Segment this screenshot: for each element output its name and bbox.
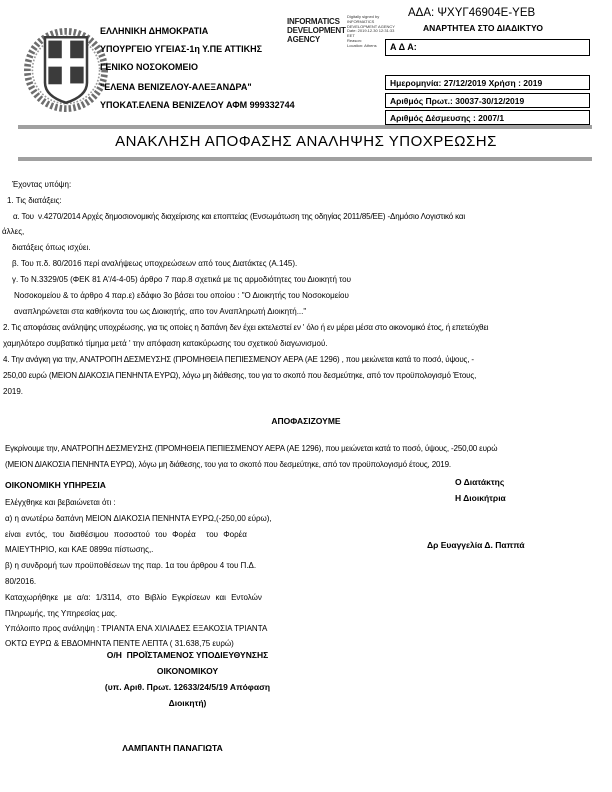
financial-service-heading: ΟΙΚΟΝΟΜΙΚΗ ΥΠΗΡΕΣΙΑ [5,480,106,490]
decision-heading: ΑΠΟΦΑΣΙΖΟΥΜΕ [271,416,341,426]
body-line: 250,00 ευρώ (ΜΕΙΟΝ ΔΙΑΚΟΣΙΑ ΠΕΝΗΝΤΑ ΕΥΡΩ), λόγω μη διάθεσης, του για το σκοπό που δεσμεύτηκε, από τον προϋπολογισμό Έτους, [3,371,477,380]
decision-line: (ΜΕΙΟΝ ΔΙΑΚΟΣΙΑ ΠΕΝΗΝΤΑ ΕΥΡΩ), λόγω μη διάθεσης, του για το σκοπό που δεσμεύτηκε, από τον προϋπολογισμό έτους, 2019. [5,460,451,469]
body-line: αναπληρώνεται στα καθήκοντα του ως Διοικητής, απο τον Αναπληρωτή Διοικητή..." [14,307,307,316]
head-of-subdivision-line: (υπ. Αριθ. Πρωτ. 12633/24/5/19 Απόφαση [104,682,271,692]
body-line: α. Του ν.4270/2014 Αρχές δημοσιονομικής διαχείρισης και εποπτείας (Ενσωμάτωση της οδηγίας 2011/85/ΕΕ) -Δημόσιο Λογιστικό και [13,212,465,221]
signatory-name: ΛΑΜΠΑΝΤΗ ΠΑΝΑΓΙΩΤΑ [122,743,223,753]
document-title: ΑΝΑΚΛΗΣΗ ΑΠΟΦΑΣΗΣ ΑΝΑΛΗΨΗΣ ΥΠΟΧΡΕΩΣΗΣ [115,133,497,150]
head-of-subdivision-line: ΟΙΚΟΝΟΜΙΚΟΥ [156,666,219,676]
body-line: Έχοντας υπόψη: [12,180,72,189]
financial-line: Καταχωρήθηκε με α/α: 1/3114, στο Βιβλίο Εγκρίσεων και Εντολών [5,593,262,602]
head-of-subdivision-line: Διοικητή) [168,698,207,708]
financial-line: Υπόλοιπο προς ανάληψη : ΤΡΙΑΝΤΑ ΕΝΑ ΧΙΛΙΑΔΕΣ ΕΞΑΚΟΣΙΑ ΤΡΙΑΝΤΑ [5,624,268,633]
body-line: β. Του π.δ. 80/2016 περί αναλήψεως υποχρεώσεων από τους Διατάκτες (Α.145). [12,259,298,268]
body-line: Νοσοκομείου & το άρθρο 4 παρ.ε) εδάφιο 3ο βάσει του οποίου : "Ο Διοικητής του Νοσοκομείου [14,291,349,300]
financial-line: Πληρωμής, της Υπηρεσίας μας. [5,609,118,618]
body-line: διατάξεις όπως ισχύει. [12,243,91,252]
body-line: 2019. [3,387,24,396]
org-line-republic: ΕΛΛΗΝΙΚΗ ΔΗΜΟΚΡΑΤΙΑ [100,26,209,36]
decision-line: Εγκρίνουμε την, ΑΝΑΤΡΟΠΗ ΔΕΣΜΕΥΣΗΣ (ΠΡΟΜΗΘΕΙΑ ΠΕΠΙΕΣΜΕΝΟΥ ΑΕΡΑ (ΑΕ 1296), που μειώνεται κατά το ποσό, ύψους, -250,00 ευρώ [5,444,498,453]
org-line-afm: ΥΠΟΚΑΤ.ΕΛΕΝΑ ΒΕΝΙΖΕΛΟΥ ΑΦΜ 999332744 [100,100,295,110]
body-line: γ. Το Ν.3329/05 (ΦΕΚ 81 Α'/4-4-05) άρθρο 7 παρ.8 σχετικά με τις αρμοδιότητες του Διοικητή του [12,275,352,284]
financial-line: Ελέγχθηκε και βεβαιώνεται ότι : [5,498,116,507]
body-line: άλλες, [2,227,25,236]
body-line: 1. Τις διατάξεις: [7,196,62,205]
financial-line: ΟΚΤΩ ΕΥΡΩ & ΕΒΔΟΜΗΝΤΑ ΠΕΝΤΕ ΛΕΠΤΑ ( 31.638,75 ευρώ) [5,639,234,648]
stamp-detail-line: INFORMATICS [347,18,375,24]
divider-bar-top [18,125,592,129]
head-of-subdivision-line: Ο/Η ΠΡΟΪΣΤΑΜΕΝΟΣ ΥΠΟΔΙΕΥΘΥΝΣΗΣ [106,650,269,660]
greek-coat-of-arms-icon [24,22,108,118]
date-box: Ημερομηνία: 27/12/2019 Χρήση : 2019 [385,75,590,90]
financial-line: είναι εντός, του διαθέσιμου ποσοστού του Φορέα του Φορέα [5,530,247,539]
body-line: 4. Την ανάγκη για την, ΑΝΑΤΡΟΠΗ ΔΕΣΜΕΥΣΗΣ (ΠΡΟΜΗΘΕΙΑ ΠΕΠΙΕΣΜΕΝΟΥ ΑΕΡΑ (ΑΕ 1296) , που μειώνεται κατά το ποσό, ύψους, - [3,355,474,364]
ada-code: ΑΔΑ: ΨΧΥΓ46904Ε-ΥΕΒ [408,7,536,19]
financial-line: 80/2016. [5,577,37,586]
body-line: 2. Τις αποφάσεις ανάληψης υποχρέωσης, για τις οποίες η δαπάνη δεν έχει εκτελεστεί εν ' όλο ή εν μέρει μέσα στο οικονομικό έτος, ή επετεύχθει [3,323,489,332]
divider-bar-bottom [18,157,592,161]
org-line-hospital: ΓΕΝΙΚΟ ΝΟΣΟΚΟΜΕΙΟ [100,62,198,72]
protocol-box: Αριθμός Πρωτ.: 30037-30/12/2019 [385,93,590,108]
stamp-detail-line: Location: Athens [347,42,377,48]
org-line-hospital-name: "ΕΛΕΝΑ ΒΕΝΙΖΕΛΟΥ-ΑΛΕΞΑΝΔΡΑ" [100,82,252,92]
governor-label: Η Διοικήτρια [455,493,506,503]
ada-box: Α Δ Α: [385,39,590,56]
stamp-detail-line: DEVELOPMENT AGENCY [347,23,395,29]
digital-signature-stamp: INFORMATICS DEVELOPMENT AGENCY [287,17,346,44]
stamp-detail-line: Digitally signed by [347,14,380,19]
ordering-officer-label: Ο Διατάκτης [455,477,505,487]
financial-line: β) η συνδρομή των προϋποθέσεων της παρ. 1α του άρθρου 4 του Π.Δ. [5,561,257,570]
org-line-ministry: ΥΠΟΥΡΓΕΙΟ ΥΓΕΙΑΣ-1η Υ.ΠΕ ΑΤΤΙΚΗΣ [100,44,262,54]
financial-line: α) η ανωτέρω δαπάνη ΜΕΙΟΝ ΔΙΑΚΟΣΙΑ ΠΕΝΗΝΤΑ ΕΥΡΩ,(-250,00 εύρω), [5,514,272,523]
financial-line: ΜΑΙΕΥΤΗΡΙΟ, και ΚΑΕ 0899α πίστωσης,. [5,545,154,554]
stamp-detail-line: Date: 2019.12.30 12:31:33 [347,28,395,34]
stamp-detail-line: Reason: [347,38,362,43]
anartitea-label: ΑΝΑΡΤΗΤΕΑ ΣΤΟ ΔΙΑΔΙΚΤΥΟ [423,23,543,33]
commitment-box: Αριθμός Δέσμευσης : 2007/1 [385,110,590,125]
governor-name: Δρ Ευαγγελία Δ. Παππά [427,540,525,550]
stamp-detail-line: EET [347,33,355,39]
body-line: χαμηλότερο συμβατικό τίμημα μετά ' την απόφαση κατακύρωσης του σχετικού διαγωνισμού. [3,339,328,348]
